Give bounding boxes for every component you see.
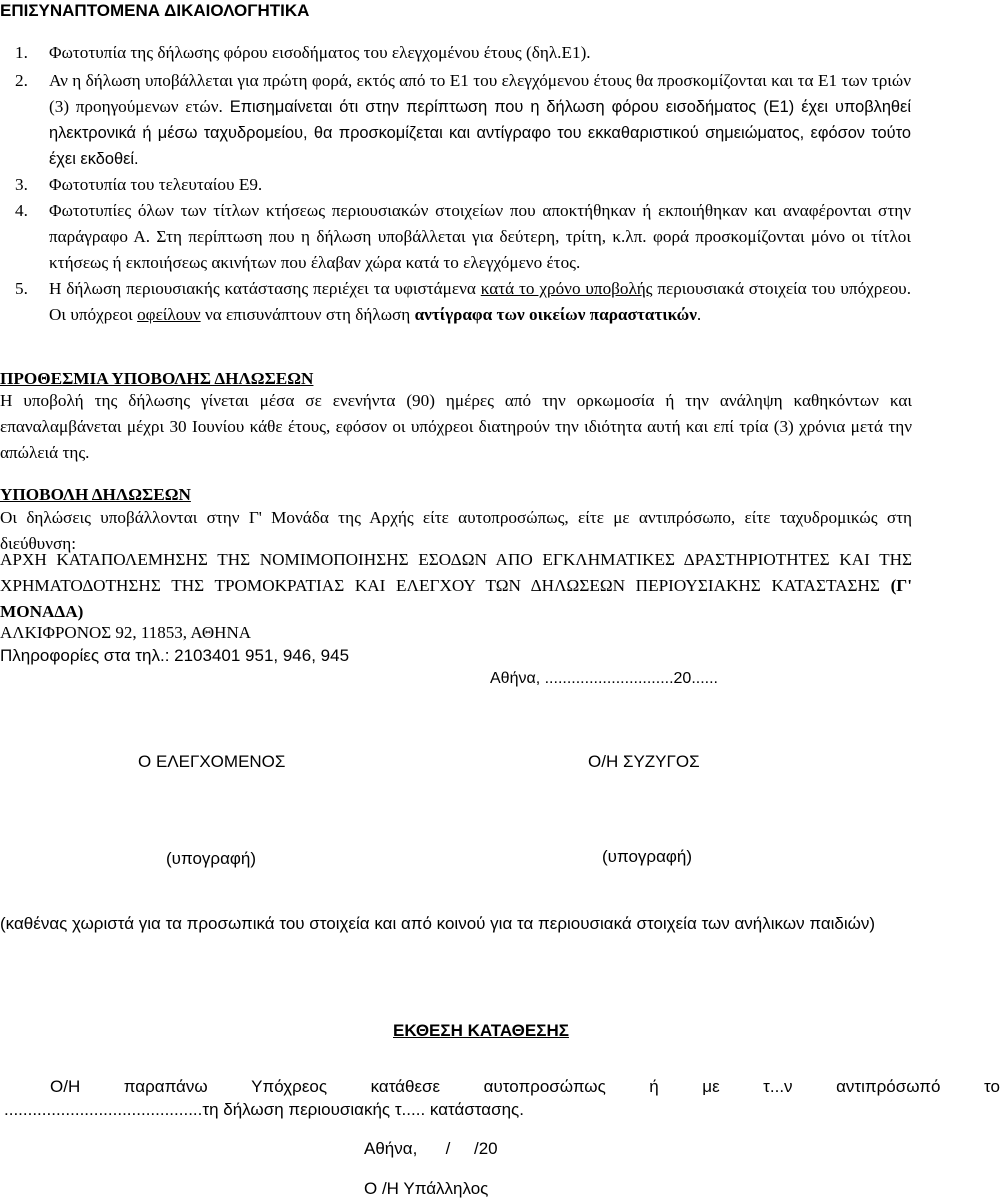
bold-text: αντίγραφα των οικείων παραστατικών [414, 305, 697, 324]
list-item-text: Αν η δήλωση υποβάλλεται για πρώτη φορά, εκτός από το Ε1 του ελεγχόμενου έτους θα προσκομίζονται και τα Ε1 των τριών (3) προηγούμενων ετών. [49, 71, 911, 116]
list-item [15, 276, 911, 328]
list-item-number: 4. [15, 201, 28, 220]
section-title-supporting-docs: ΕΠΙΣΥΝΑΠΤΟΜΕΝΑ ΔΙΚΑΙΟΛΟΓΗΤΙΚΑ [0, 1, 310, 20]
signature-note: (καθένας χωριστά για τα προσωπικά του στοιχεία και από κοινού για τα περιουσιακά στοιχεία των ανήλικων παιδιών) [0, 914, 876, 933]
list-item-text: Η δήλωση περιουσιακής κατάστασης περιέχει τα υφιστάμενα κατά το χρόνο υποβολής περιουσιακά στοιχεία του υπόχρεου. Οι υπόχρεοι οφείλουν να επισυνάπτουν στη δήλωση αντίγραφα των οικείων παραστατικών. [49, 279, 911, 324]
list-item-text: Φωτοτυπίες όλων των τίτλων κτήσεως περιουσιακών στοιχείων που αποκτήθηκαν ή εκποιήθηκαν και αναφέρονται στην παράγραφο Α. Στη περίπτωση που η δήλωση υποβάλλεται για δεύτερη, τρίτη, κ.λπ. φορά προσκομίζονται μόνο οι τίτλοι κτήσεως ή εκποιήσεως ακινήτων που έλαβαν χώρα κατά το ελεγχόμενο έτος. [49, 201, 911, 272]
list-item-text: Φωτοτυπία της δήλωσης φόρου εισοδήματος του ελεγχομένου έτους (δηλ.Ε1). [49, 43, 591, 62]
signature-spouse: (υπογραφή) [602, 847, 693, 866]
section-title-submission: ΥΠΟΒΟΛΗ ΔΗΛΩΣΕΩΝ [0, 485, 191, 504]
submission-text: Οι δηλώσεις υποβάλλονται στην Γ' Μονάδα της Αρχής είτε αυτοπροσώπως, είτε με αντιπρόσωπο, είτε ταχυδρομικώς στη διεύθυνση: [0, 508, 912, 553]
deposit-date-line: Αθήνα, / /20 [364, 1139, 498, 1158]
list-item [15, 68, 911, 172]
info-phone: Πληροφορίες στα τηλ.: 2103401 951, 946, 945 [0, 646, 350, 665]
list-item-text: Φωτοτυπία του τελευταίου Ε9. [49, 175, 263, 194]
clerk-label: Ο /Η Υπάλληλος [364, 1179, 489, 1198]
deadline-text: Η υποβολή της δήλωσης γίνεται μέσα σε ενενήντα (90) ημέρες από την ορκωμοσία ή την ανάληψη καθηκόντων και επαναλαμβάνεται μέχρι 30 Ιουνίου κάθε έτους, εφόσον οι υπόχρεοι διατηρούν την ιδιότητα αυτή και επί τρία (3) χρόνια μετά την απώλειά της. [0, 391, 912, 462]
underlined-text: κατά το χρόνο υποβολής [480, 279, 653, 298]
supporting-docs-list [0, 40, 911, 328]
section-title-deadline: ΠΡΟΘΕΣΜΙΑ ΥΠΟΒΟΛΗΣ ΔΗΛΩΣΕΩΝ [0, 369, 314, 388]
list-item-text-note: Επισημαίνεται ότι στην περίπτωση που η δήλωση φόρου εισοδήματος (Ε1) έχει υποβληθεί ηλεκτρονικά ή μέσω ταχυδρομείου, θα προσκομίζεται και αντίγραφο του εκκαθαριστικού σημειώματος, εφόσον τούτο έχει εκδοθεί. [49, 98, 911, 168]
spouse-label: Ο/Η ΣΥΖΥΓΟΣ [588, 752, 700, 771]
authority-address: ΑΛΚΙΦΡΟΝΟΣ 92, 11853, ΑΘΗΝΑ [0, 623, 252, 642]
signature-audited: (υπογραφή) [166, 849, 257, 868]
underlined-text: οφείλουν [137, 305, 201, 324]
list-item-number: 2. [15, 71, 28, 90]
date-line: Αθήνα, .............................20...... [490, 670, 718, 687]
deposit-statement-line: Ο/Η παραπάνω Υπόχρεος κατάθεσε αυτοπροσώπως ή με τ...ν αντιπρόσωπό το [50, 1077, 1000, 1096]
deposit-statement-line-2: ..........................................τη δήλωση περιουσιακής τ..... κατάστασης. [4, 1100, 524, 1119]
authority-name: ΑΡΧΗ ΚΑΤΑΠΟΛΕΜΗΣΗΣ ΤΗΣ ΝΟΜΙΜΟΠΟΙΗΣΗΣ ΕΣΟΔΩΝ ΑΠΟ ΕΓΚΛΗΜΑΤΙΚΕΣ ΔΡΑΣΤΗΡΙΟΤΗΤΕΣ ΚΑΙ ΤΗΣ ΧΡΗΜΑΤΟΔΟΤΗΣΗΣ ΤΗΣ ΤΡΟΜΟΚΡΑΤΙΑΣ ΚΑΙ ΕΛΕΓΧΟΥ ΤΩΝ ΔΗΛΩΣΕΩΝ ΠΕΡΙΟΥΣΙΑΚΗΣ ΚΑΤΑΣΤΑΣΗΣ (Γ' ΜΟΝΑΔΑ) [0, 550, 912, 621]
audited-label: Ο ΕΛΕΓΧΟΜΕΝΟΣ [138, 752, 286, 771]
list-item-number: 5. [15, 279, 28, 298]
section-title-deposit-report: ΕΚΘΕΣΗ ΚΑΤΑΘΕΣΗΣ [393, 1021, 569, 1040]
list-item [15, 172, 911, 198]
list-item-number: 3. [15, 175, 28, 194]
list-item [15, 198, 911, 276]
list-item-number: 1. [15, 43, 28, 62]
list-item [15, 40, 911, 66]
